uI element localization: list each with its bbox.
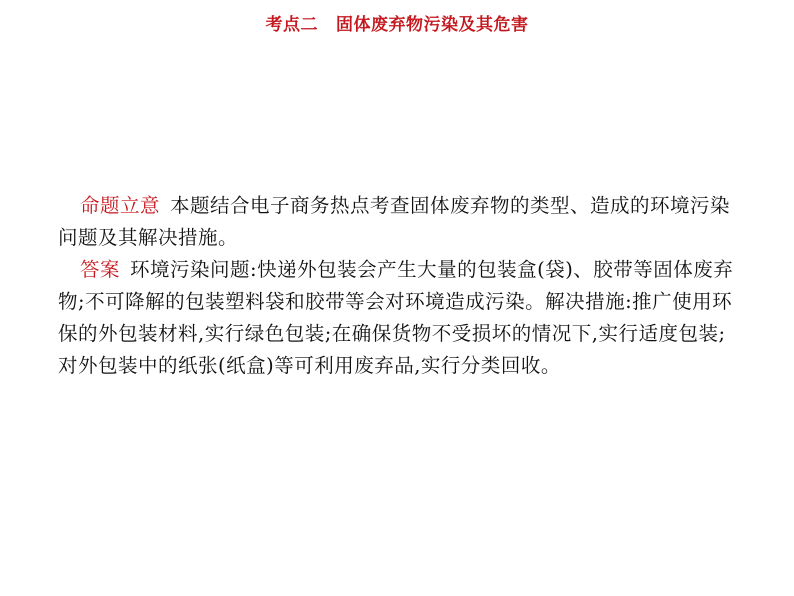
answer-label: 答案 (80, 258, 121, 281)
content-body (58, 190, 743, 382)
intent-label: 命题立意 (80, 194, 161, 217)
answer-paragraph (58, 254, 743, 382)
page-title (0, 10, 794, 35)
topic-title: 固体废弃物污染及其危害 (336, 15, 529, 35)
topic-number: 考点二 (265, 15, 318, 35)
intent-paragraph (58, 190, 743, 254)
answer-text: 环境污染问题:快递外包装会产生大量的包装盒(袋)、胶带等固体废弃物;不可降解的包装塑料袋和胶带等会对环境造成污染。解决措施:推广使用环保的外包装材料,实行绿色包装;在确保货物不受损坏的情况下,实行适度包装;对外包装中的纸张(纸盒)等可利用废弃品,实行分类回收。 (58, 258, 734, 377)
intent-text: 本题结合电子商务热点考查固体废弃物的类型、造成的环境污染问题及其解决措施。 (58, 194, 731, 249)
